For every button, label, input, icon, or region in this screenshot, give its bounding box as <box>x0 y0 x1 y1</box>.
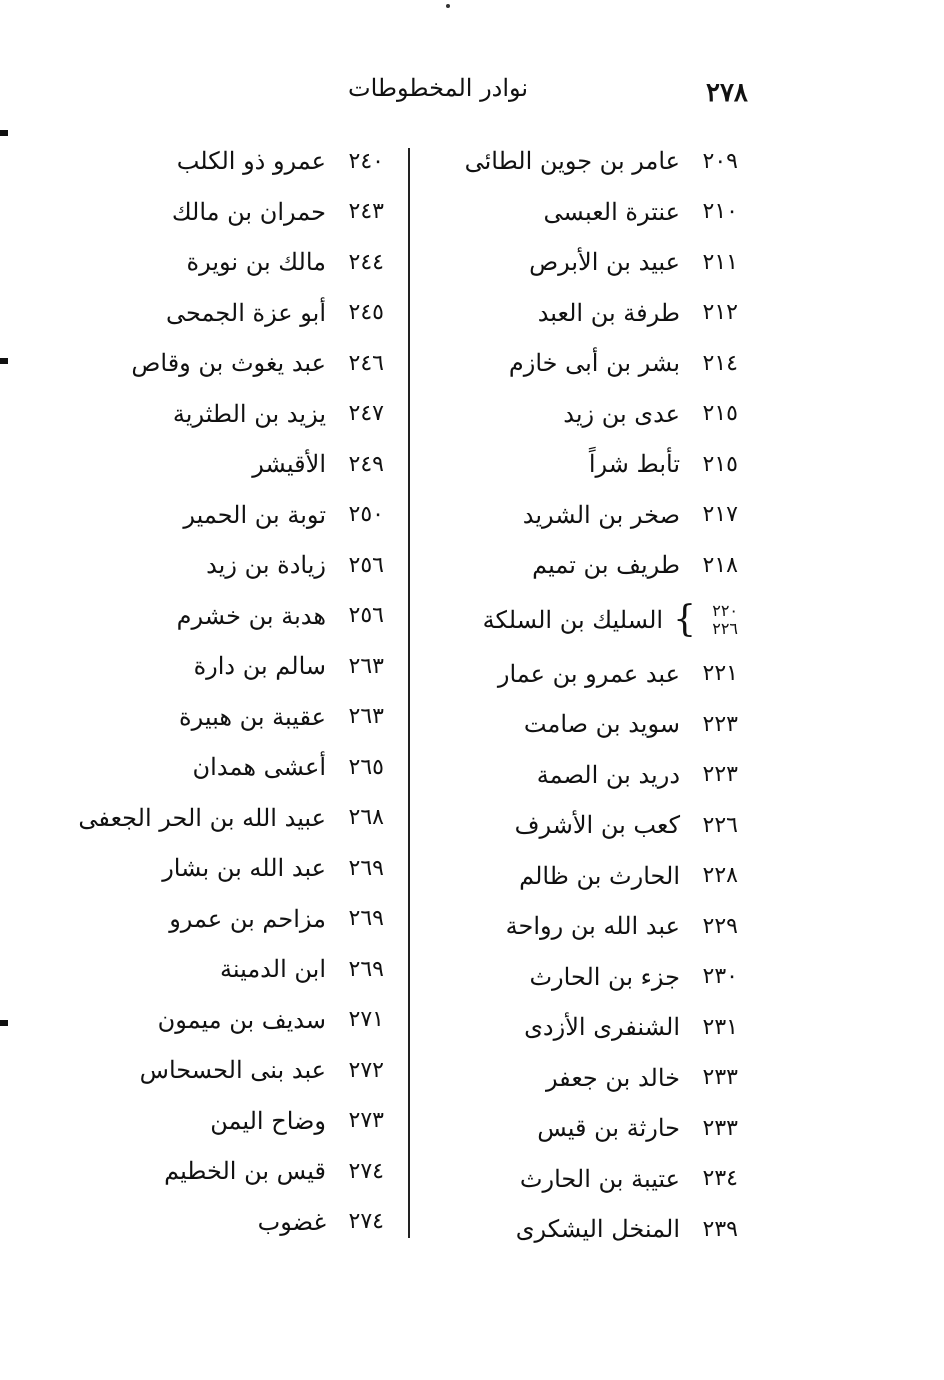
entry-page-number: ٢٢٦ <box>702 812 738 838</box>
entry-poet-name: وضاح اليمن <box>210 1106 326 1135</box>
entry-poet-name: صخر بن الشريد <box>522 500 680 529</box>
entry-poet-name: المنخل اليشكرى <box>515 1215 680 1244</box>
index-entry <box>44 490 384 541</box>
entry-poet-name: غضوب <box>257 1207 326 1236</box>
entry-poet-name: تأبط شراً <box>588 450 680 479</box>
index-column-right <box>418 136 738 1255</box>
entry-page-number: ٢٤٣ <box>348 199 384 225</box>
index-entry <box>44 692 384 743</box>
entry-page-range <box>698 602 738 638</box>
entry-poet-name: دريد بن الصمة <box>536 760 680 789</box>
index-entry <box>44 1146 384 1197</box>
entry-poet-name: جزء بن الحارث <box>529 962 680 991</box>
entry-page-number: ٢٤٧ <box>348 401 384 427</box>
entry-page-number: ٢٧٤ <box>348 1158 384 1184</box>
index-entry <box>418 490 738 541</box>
index-entry <box>418 1204 738 1255</box>
entry-poet-name: الحارث بن ظالم <box>519 861 680 890</box>
entry-poet-name: سالم بن دارة <box>193 652 326 681</box>
entry-page-number: ٢٦٨ <box>348 805 384 831</box>
entry-poet-name: عمرو ذو الكلب <box>176 147 326 176</box>
index-entry <box>418 901 738 952</box>
entry-poet-name: قيس بن الخطيم <box>164 1157 326 1186</box>
index-entry <box>418 851 738 902</box>
index-entry <box>418 591 738 649</box>
margin-mark <box>0 358 8 364</box>
index-entry <box>44 237 384 288</box>
index-entry <box>44 540 384 591</box>
entry-poet-name: الأقيشر <box>252 450 326 479</box>
entry-page-number: ٢٦٣ <box>348 704 384 730</box>
entry-poet-name: توبة بن الحمير <box>183 500 326 529</box>
entry-page-number: ٢١٠ <box>702 199 738 225</box>
entry-page-number: ٢٣١ <box>702 1014 738 1040</box>
entry-page-number: ٢٦٣ <box>348 653 384 679</box>
index-entry <box>44 641 384 692</box>
entry-page-number: ٢٣٣ <box>702 1115 738 1141</box>
entry-poet-name: خالد بن جعفر <box>545 1063 680 1092</box>
entry-poet-name: بشر بن أبى خازم <box>508 349 680 378</box>
index-entry <box>418 952 738 1003</box>
entry-page-number: ٢٧٣ <box>348 1108 384 1134</box>
entry-page-number: ٢٥٦ <box>348 603 384 629</box>
entry-page-number: ٢٧١ <box>348 1007 384 1033</box>
index-entry <box>418 439 738 490</box>
index-entry <box>44 1045 384 1096</box>
entry-page-number: ٢٢٨ <box>702 863 738 889</box>
index-entry <box>418 1154 738 1205</box>
index-entry <box>44 288 384 339</box>
index-entry <box>44 136 384 187</box>
index-entry <box>418 1103 738 1154</box>
entry-page-number: ٢٢٣ <box>702 711 738 737</box>
entry-page-number: ٢١٧ <box>702 502 738 528</box>
entry-poet-name: عامر بن جوين الطائى <box>464 147 680 176</box>
entry-poet-name: سديف بن ميمون <box>157 1005 326 1034</box>
index-entry <box>44 793 384 844</box>
entry-page-number: ٢٤٤ <box>348 249 384 275</box>
entry-page-number: ٢٤٦ <box>348 350 384 376</box>
page-number: ٢٧٨ <box>706 78 748 108</box>
entry-page-number: ٢٦٥ <box>348 754 384 780</box>
entry-page-number: ٢٢١ <box>702 661 738 687</box>
index-entry <box>44 187 384 238</box>
entry-poet-name: عتيبة بن الحارث <box>519 1164 680 1193</box>
entry-page-number: ٢٧٢ <box>348 1057 384 1083</box>
entry-poet-name: حمران بن مالك <box>171 197 326 226</box>
index-entry <box>418 136 738 187</box>
column-divider <box>408 148 410 1238</box>
index-entry <box>418 389 738 440</box>
entry-page-number: ٢١٥ <box>702 401 738 427</box>
entry-poet-name: عنترة العبسى <box>543 197 680 226</box>
index-entry <box>44 995 384 1046</box>
entry-page-start: ٢٢٠ <box>712 600 738 620</box>
entry-page-number: ٢٦٩ <box>348 906 384 932</box>
entry-page-number: ٢١٤ <box>702 350 738 376</box>
margin-mark <box>0 1020 8 1026</box>
entry-poet-name: هدبة بن خشرم <box>176 601 326 630</box>
index-entry <box>418 540 738 591</box>
entry-page-number: ٢٥٠ <box>348 502 384 528</box>
entry-page-number: ٢٤٠ <box>348 148 384 174</box>
index-entry <box>44 591 384 642</box>
entry-poet-name: عبيد بن الأبرص <box>529 248 680 277</box>
entry-poet-name: السليك بن السلكة <box>482 605 664 634</box>
index-entry <box>44 439 384 490</box>
entry-page-end: ٢٢٦ <box>712 618 738 638</box>
entry-poet-name: أعشى همدان <box>192 753 326 782</box>
entry-page-number: ٢١١ <box>702 249 738 275</box>
entry-page-number: ٢١٢ <box>702 300 738 326</box>
entry-poet-name: عبد بنى الحسحاس <box>139 1056 326 1085</box>
entry-page-number: ٢٣٣ <box>702 1065 738 1091</box>
entry-poet-name: مزاحم بن عمرو <box>169 904 326 933</box>
entry-poet-name: زيادة بن زيد <box>206 551 326 580</box>
index-entry <box>418 237 738 288</box>
entry-page-number: ٢٥٦ <box>348 552 384 578</box>
entry-poet-name: أبو عزة الجمحى <box>166 298 326 327</box>
index-entry <box>418 1053 738 1104</box>
entry-page-number: ٢٧٤ <box>348 1209 384 1235</box>
entry-page-number: ٢٣٤ <box>702 1166 738 1192</box>
brace-mark: } <box>673 598 696 640</box>
entry-poet-name: عبد عمرو بن عمار <box>497 659 680 688</box>
index-entry <box>44 389 384 440</box>
entry-page-number: ٢٣٩ <box>702 1216 738 1242</box>
index-entry <box>44 944 384 995</box>
entry-poet-name: عقيبة بن هبيرة <box>179 702 326 731</box>
entry-poet-name: ابن الدمينة <box>219 955 326 984</box>
entry-poet-name: عدى بن زيد <box>563 399 680 428</box>
entry-poet-name: كعب بن الأشرف <box>514 811 680 840</box>
entry-page-number: ٢٣٠ <box>702 964 738 990</box>
running-header-title: نوادر المخطوطات <box>348 74 529 102</box>
entry-poet-name: طرفة بن العبد <box>537 298 680 327</box>
entry-page-number: ٢٤٩ <box>348 451 384 477</box>
index-entry <box>418 288 738 339</box>
entry-poet-name: يزيد بن الطثرية <box>172 399 326 428</box>
index-entry <box>44 338 384 389</box>
index-entry <box>44 1197 384 1248</box>
entry-poet-name: سويد بن صامت <box>523 710 680 739</box>
index-entry <box>418 338 738 389</box>
entry-poet-name: عبيد الله بن الحر الجعفى <box>78 803 326 832</box>
entry-poet-name: عبد الله بن بشار <box>162 854 326 883</box>
entry-page-number: ٢١٨ <box>702 552 738 578</box>
entry-poet-name: الشنفرى الأزدى <box>524 1013 680 1042</box>
entry-page-number: ٢١٥ <box>702 451 738 477</box>
index-entry <box>44 742 384 793</box>
print-speck <box>446 4 450 8</box>
entry-page-number: ٢٦٩ <box>348 855 384 881</box>
index-entry <box>44 1096 384 1147</box>
entry-page-number: ٢٤٥ <box>348 300 384 326</box>
index-entry <box>418 1002 738 1053</box>
entry-poet-name: عبد يغوث بن وقاص <box>131 349 326 378</box>
index-entry <box>418 699 738 750</box>
index-entry <box>418 649 738 700</box>
entry-page-number: ٢٠٩ <box>702 148 738 174</box>
entry-poet-name: طريف بن تميم <box>532 551 680 580</box>
index-entry <box>418 800 738 851</box>
index-entry <box>44 894 384 945</box>
margin-mark <box>0 130 8 136</box>
entry-poet-name: حارثة بن قيس <box>537 1114 680 1143</box>
index-entry <box>44 843 384 894</box>
index-entry <box>418 750 738 801</box>
index-column-left <box>44 136 384 1247</box>
index-entry <box>418 187 738 238</box>
entry-poet-name: مالك بن نويرة <box>186 248 326 277</box>
entry-page-number: ٢٢٩ <box>702 913 738 939</box>
entry-page-number: ٢٦٩ <box>348 956 384 982</box>
entry-page-number: ٢٢٣ <box>702 762 738 788</box>
entry-poet-name: عبد الله بن رواحة <box>505 912 680 941</box>
